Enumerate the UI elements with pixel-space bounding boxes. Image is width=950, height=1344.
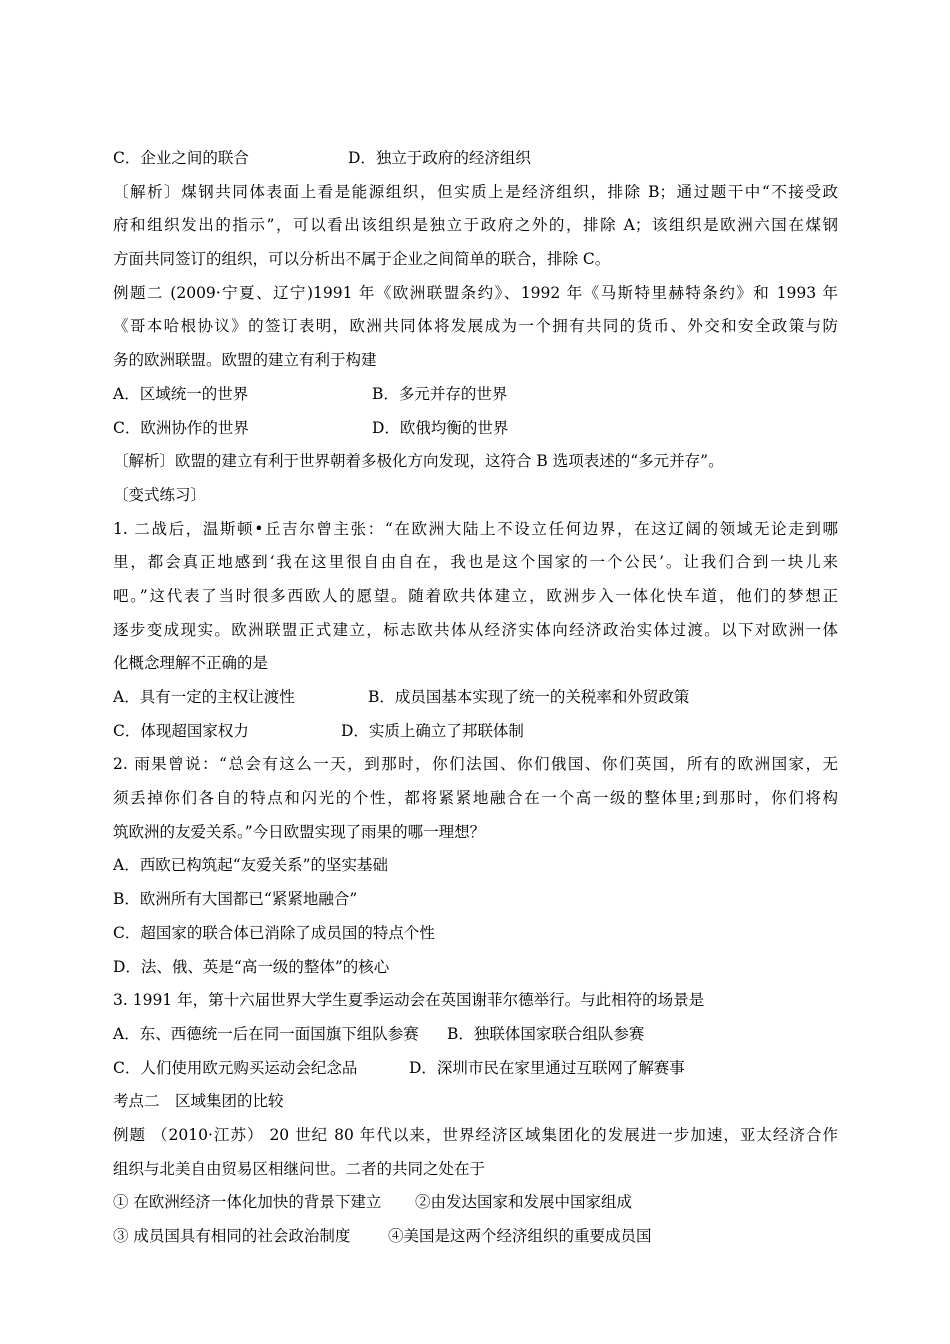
option-line	[113, 412, 838, 446]
option-a: A．东、西德统一后在同一面国旗下组队参赛	[113, 1024, 419, 1043]
option-c: C．企业之间的联合	[113, 149, 249, 167]
question-1: 里，都会真正地感到‘我在这里很自由自在，我也是这个国家的一个公民’。让我们合到一块儿来	[113, 553, 838, 572]
option-b: B．欧洲所有大国都已“紧紧地融合”	[113, 890, 358, 909]
statement-line	[113, 1220, 838, 1254]
option-b: B．多元并存的世界	[372, 384, 508, 403]
option-c: C．超国家的联合体已消除了成员国的特点个性	[113, 923, 435, 942]
option-a: A．西欧已构筑起“友爱关系”的坚实基础	[113, 856, 389, 875]
option-line	[113, 681, 838, 715]
question-1: 吧。”这代表了当时很多西欧人的愿望。随着欧共体建立，欧洲步入一体化快车道，他们的梦想正	[113, 586, 838, 605]
analysis-text: 方面共同签订的组织，可以分析出不属于企业之间简单的联合，排除 C。	[113, 250, 611, 269]
example-question: 例题二 (2009·宁夏、辽宁)1991 年《欧洲联盟条约》、1992 年《马斯特里赫特条约》和 1993 年	[113, 283, 838, 302]
statement-4: ④美国是这两个经济组织的重要成员国	[388, 1227, 652, 1245]
option-c: C．人们使用欧元购买运动会纪念品	[113, 1058, 358, 1077]
option-d: D．法、俄、英是“高一级的整体”的核心	[113, 957, 390, 976]
option-c: C．欧洲协作的世界	[113, 418, 249, 437]
analysis-text: 〔解析〕欧盟的建立有利于世界朝着多极化方向发现，这符合 B 选项表述的“多元并存”。	[113, 452, 724, 471]
option-d: D．独立于政府的经济组织	[348, 149, 531, 167]
question-2: 筑欧洲的友爱关系。”今日欧盟实现了雨果的哪一理想？	[113, 822, 486, 841]
question-2: 须丢掉你们各自的特点和闪光的个性，都将紧紧地融合在一个高一级的整体里;到那时，你们将构	[113, 789, 838, 808]
question-1: 1. 二战后，温斯顿•丘吉尔曾主张：“在欧洲大陆上不设立任何边界，在这辽阔的领域无论走到哪	[113, 519, 838, 538]
section-heading: 〔变式练习〕	[113, 485, 207, 504]
option-b: B．独联体国家联合组队参赛	[447, 1024, 645, 1043]
question-3: 3. 1991 年，第十六届世界大学生夏季运动会在英国谢菲尔德举行。与此相符的场景是	[113, 991, 705, 1010]
option-d: D．实质上确立了邦联体制	[341, 721, 524, 740]
option-a: A．区域统一的世界	[113, 384, 249, 403]
option-line	[113, 142, 838, 176]
option-line	[113, 1052, 838, 1086]
option-line	[113, 1018, 838, 1052]
option-d: D．欧俄均衡的世界	[372, 418, 509, 437]
option-d: D．深圳市民在家里通过互联网了解赛事	[409, 1058, 685, 1077]
example-question: 务的欧洲联盟。欧盟的建立有利于构建	[113, 351, 377, 370]
option-a: A．具有一定的主权让渡性	[113, 688, 295, 706]
example-question: 《哥本哈根协议》的签订表明，欧洲共同体将发展成为一个拥有共同的货币、外交和安全政策与防	[113, 317, 838, 336]
analysis-text: 〔解析〕煤钢共同体表面上看是能源组织，但实质上是经济组织，排除 B；通过题干中“不接受政	[113, 182, 838, 201]
statement-3: ③ 成员国具有相同的社会政治制度	[113, 1227, 351, 1245]
question-2: 2. 雨果曾说：“总会有这么一天，到那时，你们法国、你们俄国、你们英国，所有的欧洲国家，无	[113, 755, 838, 774]
statement-2: ②由发达国家和发展中国家组成	[415, 1193, 633, 1212]
option-b: B．成员国基本实现了统一的关税率和外贸政策	[368, 688, 690, 706]
question-1: 逐步变成现实。欧洲联盟正式建立，标志欧共体从经济实体向经济政治实体过渡。以下对欧洲一体	[113, 620, 838, 639]
statement-1: ① 在欧洲经济一体化加快的背景下建立	[113, 1193, 382, 1212]
example-question: 组织与北美自由贸易区相继问世。二者的共同之处在于	[113, 1159, 486, 1178]
section-heading: 考点二 区域集团的比较	[113, 1092, 284, 1111]
option-c: C．体现超国家权力	[113, 721, 249, 740]
option-line	[113, 715, 838, 749]
example-question: 例题 （2010·江苏） 20 世纪 80 年代以来，世界经济区域集团化的发展进一步加速，亚太经济合作	[113, 1125, 838, 1144]
analysis-text: 府和组织发出的指示”，可以看出该组织是独立于政府之外的，排除 A；该组织是欧洲六国在煤钢	[113, 216, 838, 235]
document-page	[113, 142, 838, 1254]
question-1: 化概念理解不正确的是	[113, 654, 269, 673]
option-line	[113, 378, 838, 412]
statement-line	[113, 1186, 838, 1220]
